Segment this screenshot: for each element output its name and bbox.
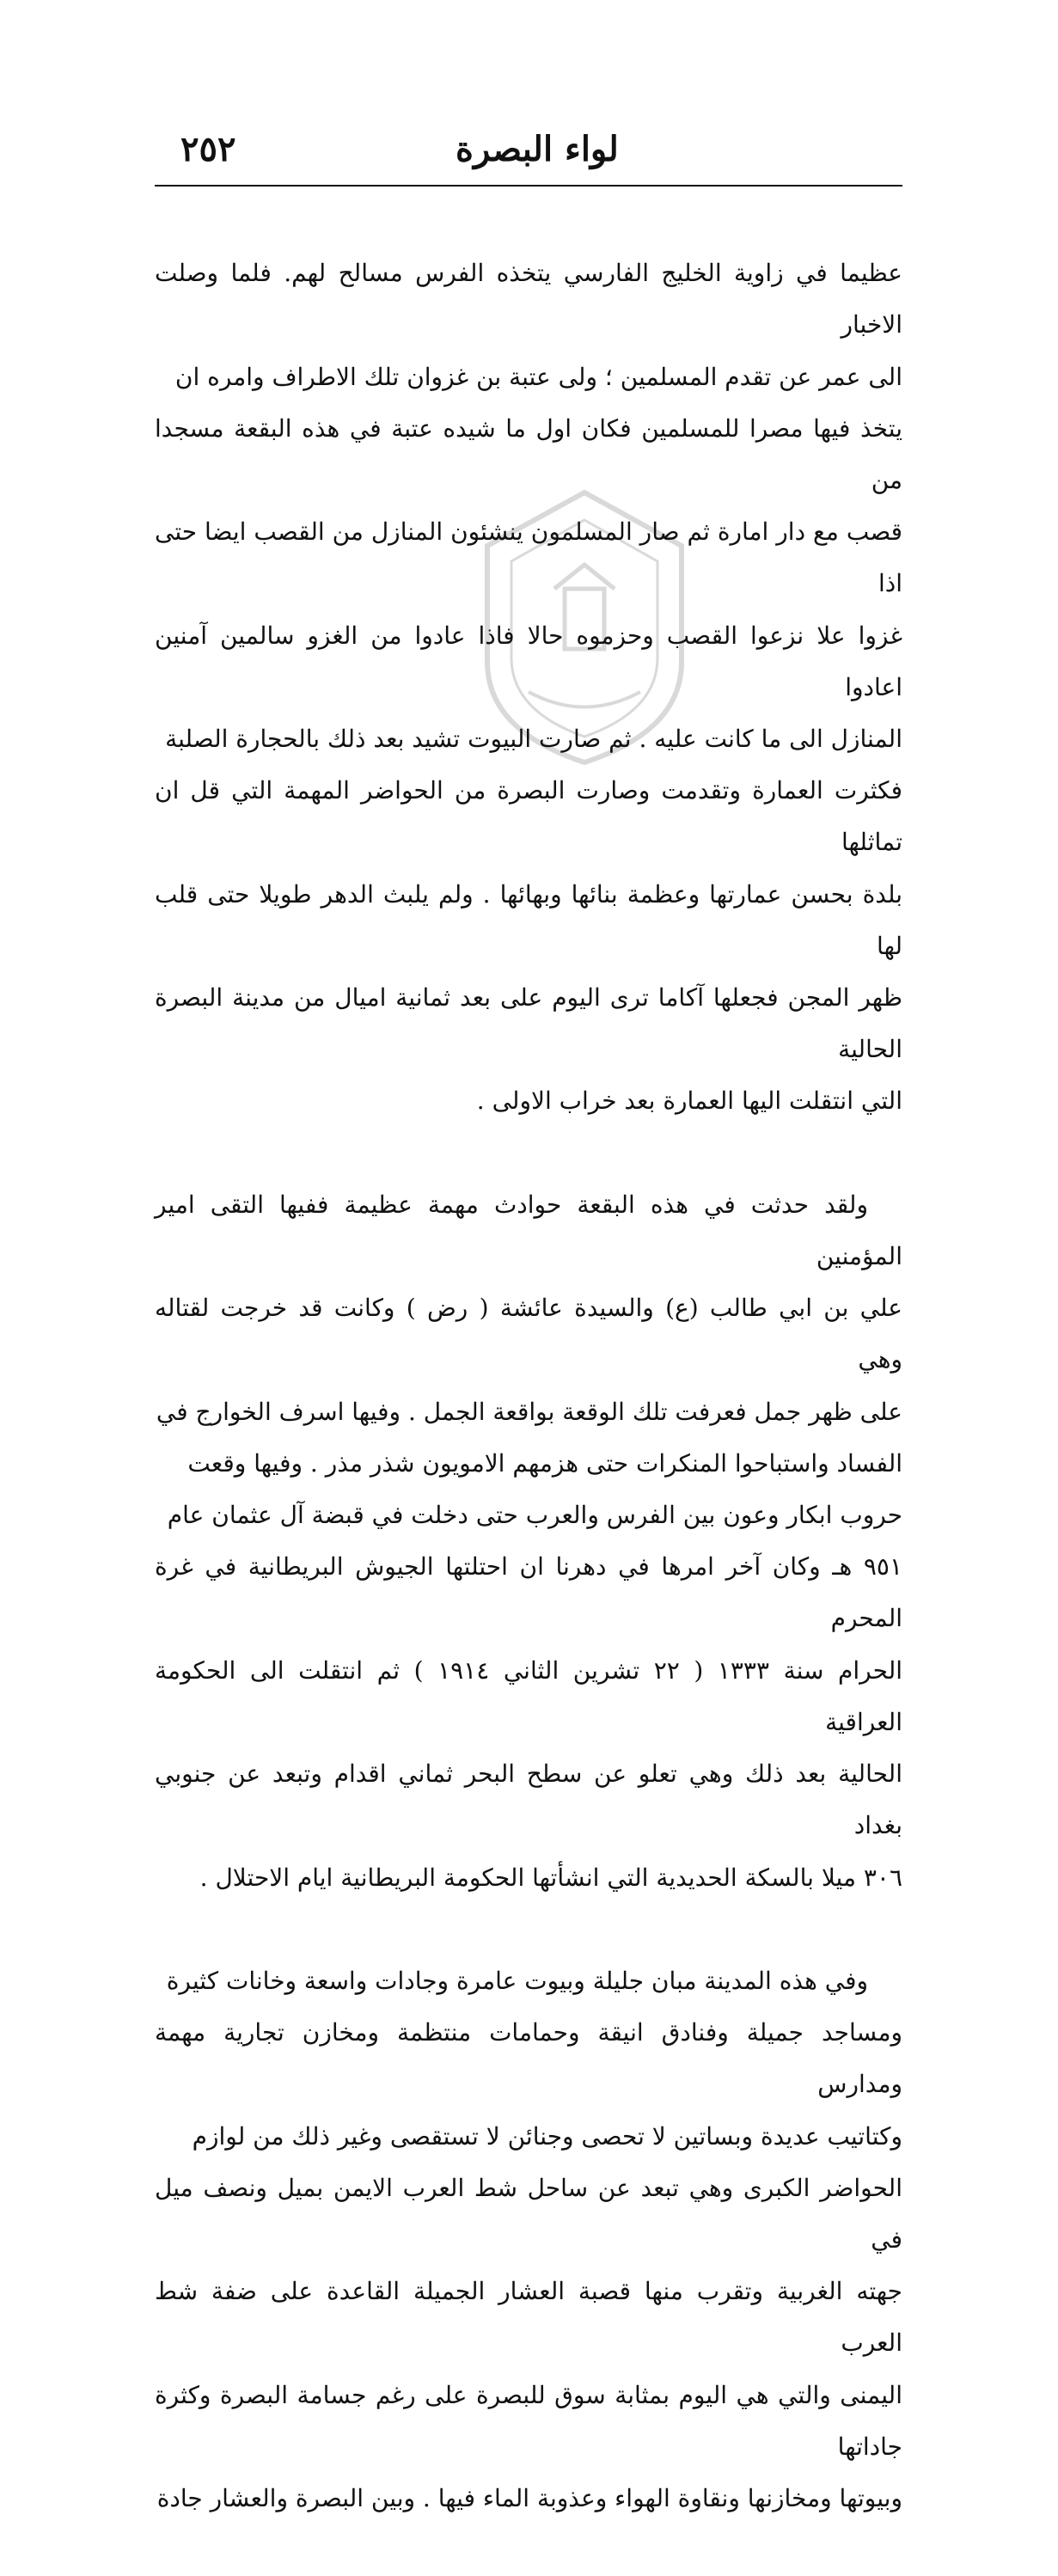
paragraph-2: ولقد حدثت في هذه البقعة حوادث مهمة عظيمة ففيها التقى امير المؤمنين علي بن ابي طالب (ع) والسيدة عائشة ( رض ) وكانت قد خرجت لقتاله وهي على ظهر جمل فعرفت تلك الوقعة بواقعة الجمل . وفيها اسرف الخوارج في الفساد واستباحوا المنكرات حتى هزمهم الامويون شذر مذر . وفيها وقعت حروب ابكار وعون بين الفرس والعرب حتى دخلت في قبضة آل عثمان عام ٩٥١ هـ وكان آخر امرها في دهرنا ان احتلتها الجيوش البريطانية في غرة المحرم الحرام سنة ١٣٣٣ ( ٢٢ تشرين الثاني ١٩١٤ ) ثم انتقلت الى الحكومة العراقية الحالية بعد ذلك وهي تعلو عن سطح البحر ثماني اقدام وتبعد عن جنوبي بغداد ٣٠٦ ميلا بالسكة الحديدية التي انشأتها الحكومة البريطانية ايام الاحتلال . xyxy=(155,1190,902,1892)
paragraph-1: عظيما في زاوية الخليج الفارسي يتخذه الفرس مسالح لهم. فلما وصلت الاخبار الى عمر عن تقدم المسلمين ؛ ولى عتبة بن غزوان تلك الاطراف وامره ان يتخذ فيها مصرا للمسلمين فكان اول ما شيده عتبة في هذه البقعة مسجدا من قصب مع دار امارة ثم صار المسلمون ينشئون المنازل من القصب ايضا حتى اذا غزوا علا نزعوا القصب وحزموه حالا فاذا عادوا من الغزو سالمين آمنين اعادوا المنازل الى ما كانت عليه . ثم صارت البيوت تشيد بعد ذلك بالحجارة الصلبة فكثرت العمارة وتقدمت وصارت البصرة من الحواضر المهمة التي قل ان تماثلها بلدة بحسن عمارتها وعظمة بنائها وبهائها . ولم يلبث الدهر طويلا حتى قلب لها ظهر المجن فجعلها آكاما ترى اليوم على بعد ثمانية اميال من مدينة البصرة الحالية التي انتقلت اليها العمارة بعد خراب الاولى . xyxy=(155,259,902,1116)
page-number: ٢٥٢ xyxy=(180,129,236,169)
body-text xyxy=(155,196,902,2576)
page-header xyxy=(180,129,868,181)
paragraph-3: وفي هذه المدينة مبان جليلة وبيوت عامرة وجادات واسعة وخانات كثيرة ومساجد جميلة وفنادق انيقة وحمامات منتظمة ومخازن تجارية مهمة ومدارس وكتاتيب عديدة وبساتين لا تحصى وجنائن لا تستقصى وغير ذلك من لوازم الحواضر الكبرى وهي تبعد عن ساحل شط العرب الايمن بميل ونصف ميل في جهته الغربية وتقرب منها قصبة العشار الجميلة القاعدة على ضفة شط العرب اليمنى والتي هي اليوم بمثابة سوق للبصرة على رغم جسامة البصرة وكثرة جاداتها وبيوتها ومخازنها ونقاوة الهواء وعذوبة الماء فيها . وبين البصرة والعشار جادة xyxy=(155,1966,902,2512)
header-rule xyxy=(155,185,902,187)
running-title: لواء البصرة xyxy=(456,129,619,169)
